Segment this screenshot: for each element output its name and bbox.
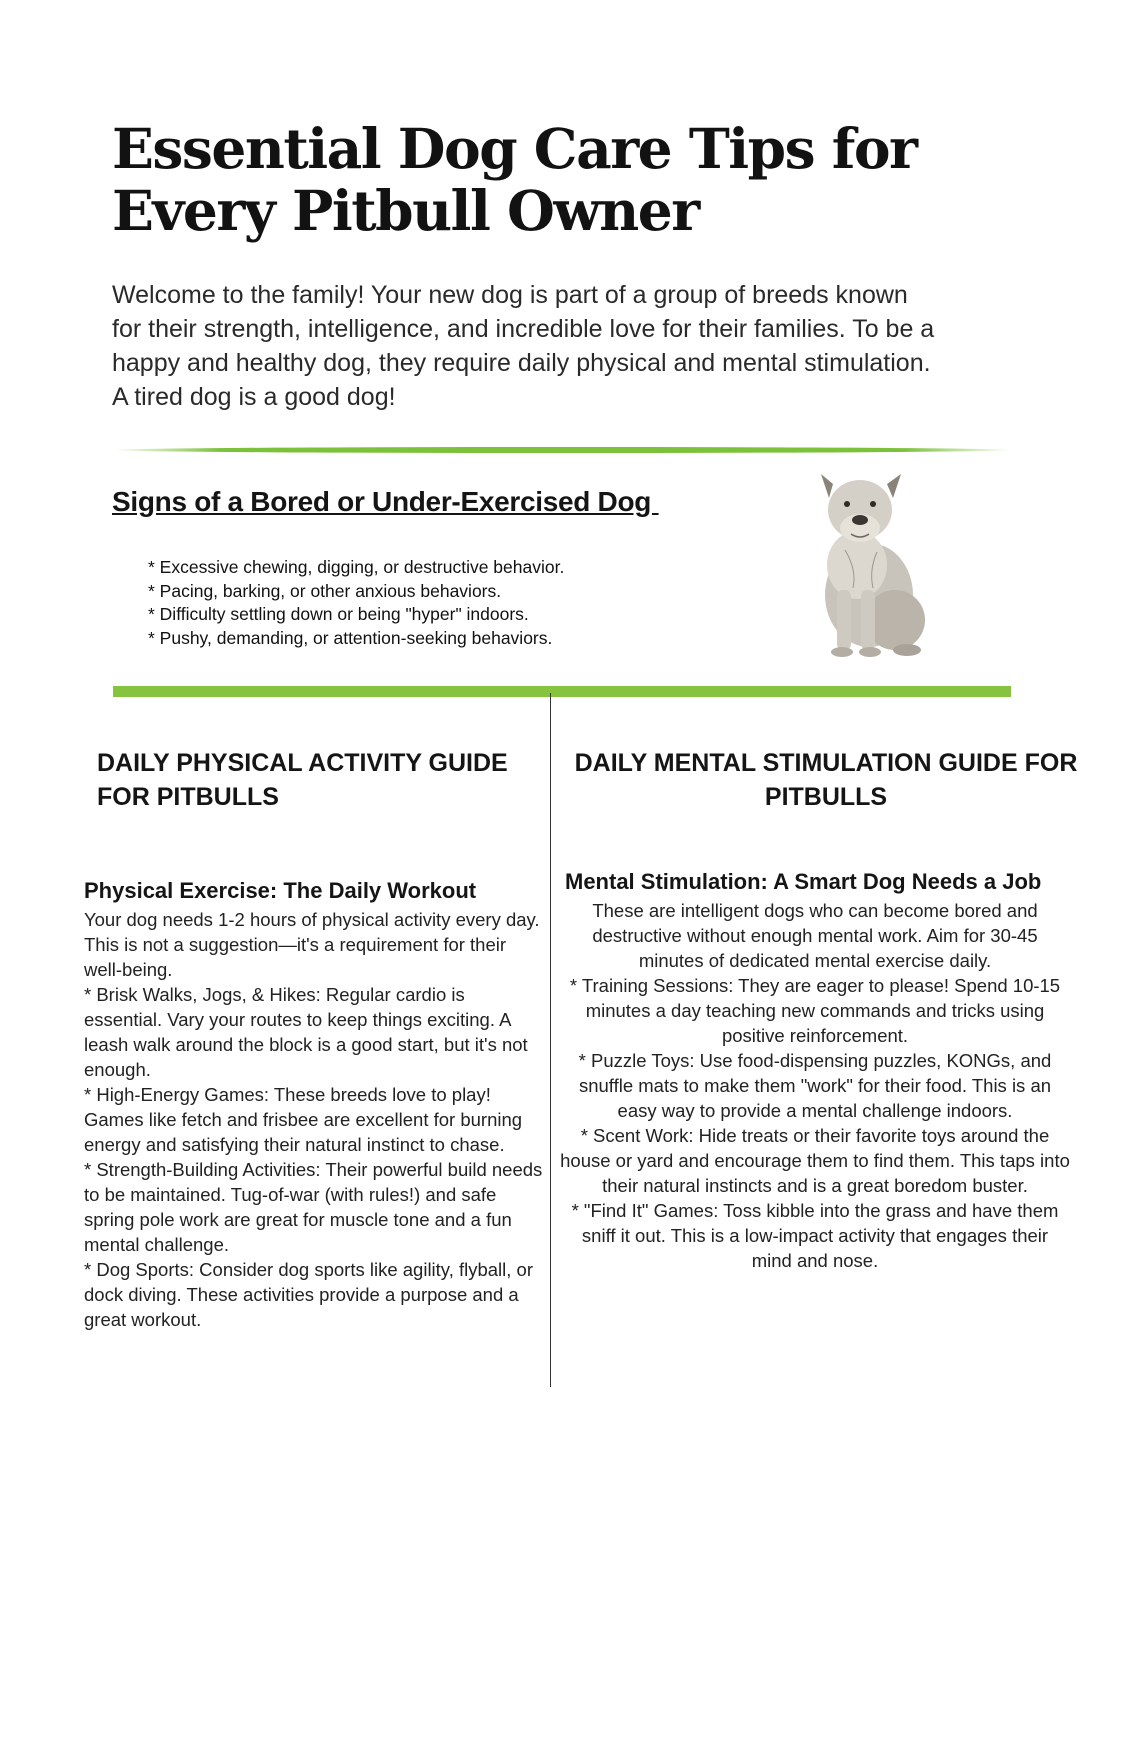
- mental-body: [560, 898, 1070, 1273]
- signs-item: * Excessive chewing, digging, or destructive behavior.: [148, 557, 565, 577]
- mental-subheading: Mental Stimulation: A Smart Dog Needs a Job: [565, 869, 1042, 894]
- column-divider: [550, 693, 551, 1387]
- signs-item: * Pacing, barking, or other anxious behaviors.: [148, 580, 502, 601]
- mental-paragraph: * Puzzle Toys: Use food-dispensing puzzles, KONGs, and snuffle mats to make them "work" for their food. This is an easy way to provide a mental challenge indoors.: [578, 1050, 1052, 1121]
- mental-guide-heading: DAILY MENTAL STIMULATION GUIDE FOR PITBULLS: [574, 749, 1078, 811]
- signs-list: [148, 556, 564, 650]
- mental-paragraph: * Scent Work: Hide treats or their favorite toys around the house or yard and encourage them to find them. This taps into their natural instincts and is a great boredom buster.: [560, 1125, 1070, 1196]
- page-title: [112, 118, 1012, 242]
- section-divider: [113, 686, 1011, 697]
- top-divider: [112, 447, 1012, 453]
- signs-heading: Signs of a Bored or Under-Exercised Dog: [112, 486, 659, 517]
- physical-paragraph: * Strength-Building Activities: Their powerful build needs to be maintained. Tug-of-war (with rules!) and safe spring pole work are great for muscle tone and a fun mental challenge.: [84, 1159, 543, 1255]
- physical-guide-heading: DAILY PHYSICAL ACTIVITY GUIDE FOR PITBULLS: [97, 749, 508, 811]
- signs-item: * Difficulty settling down or being "hyper" indoors.: [148, 604, 529, 624]
- physical-paragraph: * Brisk Walks, Jogs, & Hikes: Regular cardio is essential. Vary your routes to keep things exciting. A leash walk around the block is a good start, but it's not enough.: [84, 984, 528, 1080]
- physical-body: [84, 907, 544, 1332]
- physical-paragraph: Your dog needs 1-2 hours of physical activity every day. This is not a suggestion—it's a requirement for their well-being.: [84, 909, 540, 980]
- physical-paragraph: * High-Energy Games: These breeds love to play! Games like fetch and frisbee are excellent for burning energy and satisfying their natural instinct to chase.: [84, 1084, 523, 1155]
- signs-item: * Pushy, demanding, or attention-seeking behaviors.: [148, 627, 553, 648]
- mental-paragraph: * Training Sessions: They are eager to please! Spend 10-15 minutes a day teaching new commands and tricks using positive reinforcement.: [569, 975, 1061, 1046]
- physical-subheading: Physical Exercise: The Daily Workout: [84, 878, 477, 903]
- physical-paragraph: * Dog Sports: Consider dog sports like agility, flyball, or dock diving. These activities provide a purpose and a great workout.: [84, 1259, 533, 1330]
- mental-paragraph: These are intelligent dogs who can become bored and destructive without enough mental work. Aim for 30-45 minutes of dedicated mental exercise daily.: [592, 900, 1038, 971]
- intro-paragraph: Welcome to the family! Your new dog is part of a group of breeds known for their strength, intelligence, and incredible love for their families. To be a happy and healthy dog, they require daily physical and mental stimulation. A tired dog is a good dog!: [112, 281, 935, 411]
- mental-paragraph: * "Find It" Games: Toss kibble into the grass and have them sniff it out. This is a low-impact activity that engages their mind and nose.: [571, 1200, 1059, 1271]
- title-line-2: Every Pitbull Owner: [112, 178, 699, 243]
- title-line-1: Essential Dog Care Tips for: [112, 116, 917, 181]
- pitbull-illustration: [795, 470, 930, 660]
